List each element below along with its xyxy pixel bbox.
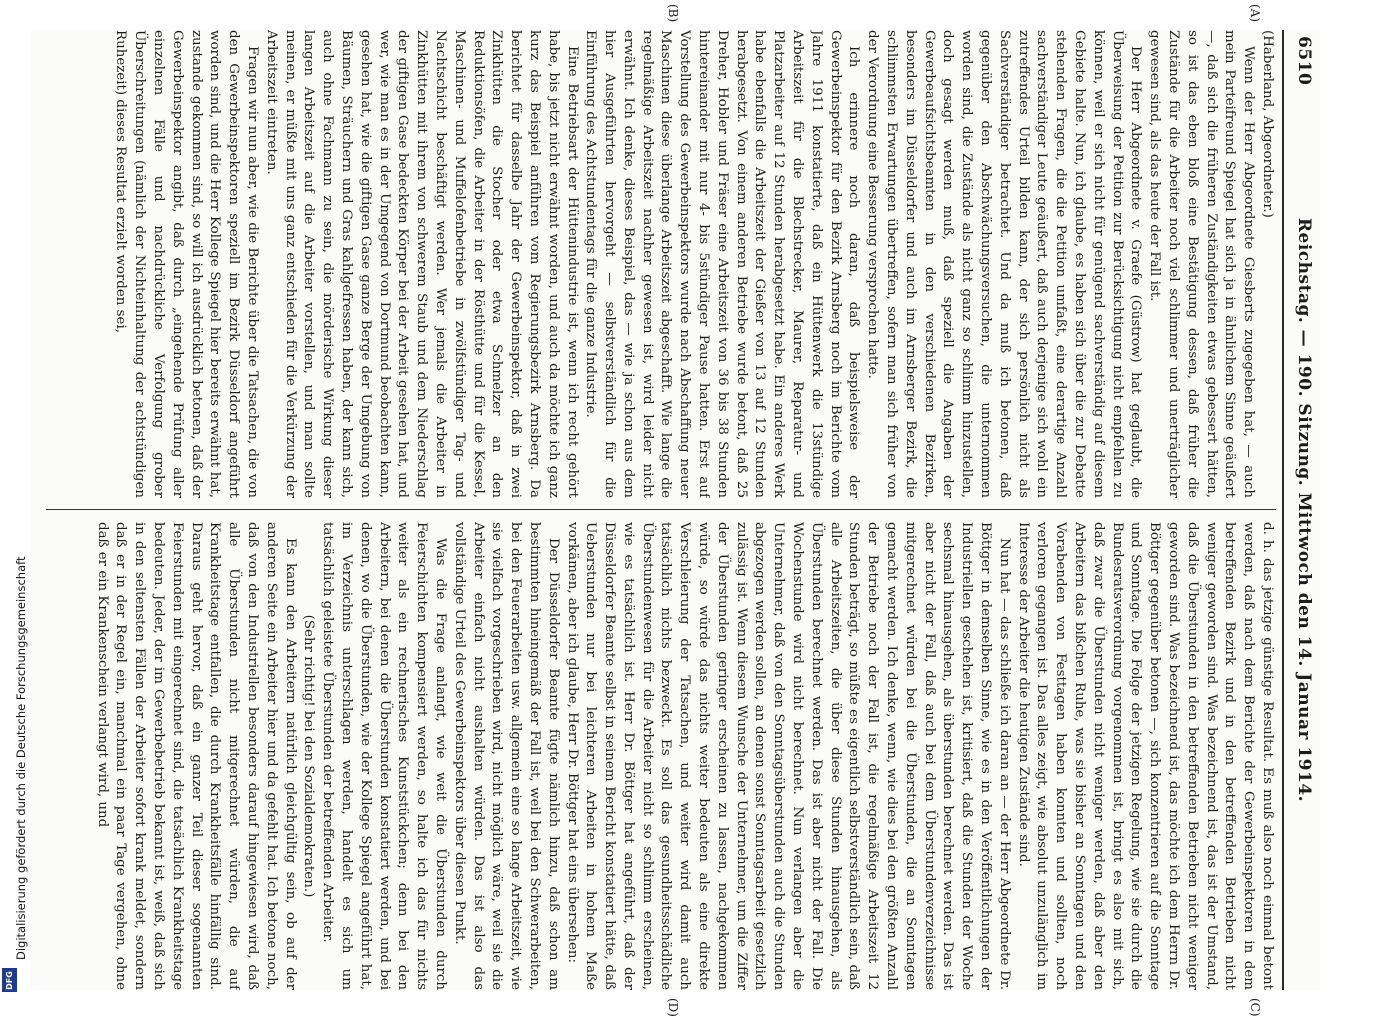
paragraph: Der Herr Abgeordnete v. Graefe (Güstrow) hat geglaubt, die Überweisung der Petition zur Berücksichtigung nicht empfehlen zu können, weil er sich nicht für genügend sachverständig auf diesem Gebiete halte. Nun, ich glaube, es haben sich über die zur Debatte stehenden Fragen, die die Petition umfaßt, eine derartige Anzahl sachverständiger Leute geäußert, daß auch derjenige sich wohl ein zutreffendes Urteil bilden kann, der sich persönlich nicht als Sachverständiger betrachtet. Und da muß ich betonen, daß gegenüber den Abschwächungsversuchen, die unternommen worden sind, die Zustände als nicht ganz so schlimm hinzustellen, doch gesagt werden muß, daß speziell die Angaben der Gewerbeaufsichtsbeamten in den verschiedenen Bezirken, besonders im Düsseldorfer und auch im Arnsberger Bezirk, die schlimmsten Erwartungen übertreffen, sofern man sich früher von der Verordnung eine Besserung versprochen hatte. — [865, 30, 1144, 498]
header-rule — [1282, 30, 1284, 990]
paragraph: (Haberland, Abgeordneter.) — [1260, 30, 1275, 218]
funding-credit: Digitalisierung gefördert durch die Deutsche Forschungsgemeinschaft — [14, 556, 28, 960]
column-divider — [46, 509, 1276, 510]
running-title: Reichstag. — 190. Sitzung. Mittwoch den 14. Januar 1914. — [1294, 217, 1314, 803]
paragraph: Der Düsseldorfer Beamte fügte nämlich hinzu, daß schon am bestimmten hineingemäß der Fall ist, weil bei den Schwerarbeiten, bei den Feuerarbeiten usw. allgemein eine so lange Arbeitszeit, wie sie vielfach vorgeschrieben wird, nicht möglich wäre, weil sie die Arbeiter einfach nicht aushalten würden. Das ist also das vollständige Urteil des Gewerbeinspektors über diesen Punkt. — [451, 522, 561, 990]
paragraph: Fragen wir nun aber, wie die Berichte über die Tatsachen, die von den Gewerbeinspektoren speziell im Bezirk Düsseldorf angeführt worden sind, und die Herr Kollege Spiegel hier bereits erwähnt hat, zustande gekommen sind, so will ich ausdrücklich betonen, daß der Gewerbeinspektor angibt, daß durch „eingehende Prüfung aller einzelnen Fälle und nachdrückliche Verfolgung grober Überschreitungen (nämlich der Nichteinhaltung der achtstündigen Ruhezeit) dieses Resultat erzielt worden sei, — [113, 30, 260, 498]
margin-mark-a: (A) — [1248, 4, 1262, 23]
paragraph: Was die Frage anlangt, wie weit die Überstunden durch Feierschichten kompensiert werden, so halte ich das für nichts weiter als ein rechnerisches Kunststückchen; denn bei den Arbeitern, bei denen die Überstunden konstatiert werden, und bei denen, wo die Überstunden, wie der Kollege Spiegel angeführt hat, im Verzeichnis unterschlagen werden, handelt es sich um tatsächlich geleistete Überstunden der betreffenden Arbeiter. — [320, 522, 448, 990]
paragraph: Ich erinnere noch daran, daß beispielsweise der Gewerbeinspektor für den Bezirk Arnsberg noch im Berichte vom Jahre 1911 konstatierte, daß ein Hüttenwerk die 13stündige Arbeitszeit für die Blechstrecker, Maurer, Reparatur- und Platzarbeiter auf 12 Stunden herabgesetzt habe. Ein anderes Werk habe ebenfalls die Arbeitszeit der Gießer von 13 auf 12 Stunden herabgesetzt. Von einem anderen Betriebe wurde betont, daß 25 Dreher, Hobler und Fräser eine Arbeitszeit von 36 bis 38 Stunden hintereinander mit nur 4- bis 5stündiger Pause hatten. Erst auf Vorstellung des Gewerbeinspektors wurde nach Abschaffung neuer Maschinen diese überlange Arbeitszeit abgeschafft. Wie lange die regelmäßige Arbeitszeit nachher gewesen ist, wird leider nicht erwähnt. Ich denke, dieses Beispiel, das — wie ja schon aus dem hier Ausgeführten hervorgeht — selbstverständlich für die Einführung des Achtstundentags für die ganze Industrie. — [583, 30, 862, 498]
paragraph: Nun hat — das schließe ich daran an — der Herr Abgeordnete Dr. Böttger in demselben Sinne, wie es in den Veröffentlichungen der Industriellen geschehen ist, kritisiert, daß die Stunden der Woche sechsmal hinausgehen, als überstunden berechnet werden. Das ist aber nicht der Fall, daß auch bei dem Überstundenverzeichnisse mitgerechnet würden bei die Überstunden, die an Sonntagen gemacht werden. Ich denke, wenn, wie dies bei den größten Anzahl der Betriebe noch der Fall ist, die regelmäßige Arbeitszeit 12 Stunden beträgt, so müßte es eigentlich selbstverständlich sein, daß alle Arbeitszeiten, die über diese Stunden hinausgehen, als Überstunden berechnet werden. Das ist aber nicht der Fall. Die Wochenstunde wird nicht berechnet. Nun verlangen aber die Unternehmer, daß von den Sonntagsüberstunden auch die Stunden abgezogen werden sollen, an denen sonst Sonntagsarbeit gesetzlich zulässig ist. Wenn diesem Wunsche der Unternehmer, um die Ziffer der Überstunden geringer erscheinen zu lassen, nachgekommen würde, so würde das nichts weiter bedeuten als eine direkte Verschleierung der Tatsachen, und weiter wird damit auch tatsächlich nichts bezweckt. Es soll das gesundheitsschädliche Überstundenwesen für die Arbeiter nicht so schlimm erscheinen, wie es tatsächlich ist. Herr Dr. Böttger hat angeführt, daß der Düsseldorfer Beamte selbst in seinem Bericht konstatiert hätte, daß Ueberstunden nur bei leichteren Arbeiten in hohem Maße vorkämen, aber ich glaube, Herr Dr. Böttger hat eins übersehen: — [564, 522, 1012, 990]
left-column — [40, 30, 1276, 498]
paragraph: Eine Betriebsart der Hüttenindustrie ist, wenn ich recht gehört habe, bis jetzt nicht erwähnt worden, und auch da möchte ich ganz kurz das Beispiel anführen vom Regierungsbezirk Arnsberg. Da berichtet für dasselbe Jahr der Gewerbeinspektor, daß in zwei Zinkhütten die Stocher oder etwa Schmelzer an den Reduktionsöfen, die Arbeiter in der Rösthütte und für die Kessel, Maschinen- und Muffelofenbetriebe in zwölfstündiger Tag- und Nachtschicht beschäftigt werden. Wer jemals die Arbeiter in Zinkhütten mit ihrem von schwerem Staub und dem Niederschlag der giftigen Gase bedeckten Körper bei der Arbeit gesehen hat, und wer, wie man es in der Umgegend von Dortmund beobachten kann, gesehen hat, wie die giftigen Gase ganze Berge der Umgebung von Bäumen, Sträuchern und Gras kahlgefressen haben, der kann sich, auch ohne Fachmann zu sein, die mörderische Wirkung dieser langen Arbeitszeit auf die Arbeiter vorstellen, und man sollte meinen, er müßte mit uns ganz entschieden für die Verkürzung der Arbeitszeit eintreten. — [263, 30, 580, 498]
paragraph: (Sehr richtig! bei den Sozialdemokraten.) — [301, 614, 317, 898]
paragraph: Es kann den Arbeitern natürlich gleichgültig sein, ob auf der anderen Seite ein Arbeiter hier und da gefehlt hat. Ich betone noch, daß von den Industriellen besonders darauf hingewiesen wird, daß alle Überstunden nicht mitgerechnet würden, die auf Krankheitstage entfallen, die durch Krankheitsfälle hinfällig sind. Daraus geht hervor, daß ein ganzer Teil dieser sogenannten Feierstunden mit eingerechnet sind, die tatsächlich Krankheitstage bedeuten. Jeder, der im Gewerbebetrieb bekannt ist, weiß, daß sich in den seltensten Fällen der Arbeiter sofort krank meldet, sondern daß er in der Regel ein, manchmal ein paar Tage vergehen, ohne daß er ein Krankenschein verlangt wird, und — [94, 522, 298, 990]
scanned-page — [30, 4, 1320, 1017]
paragraph: Wenn der Herr Abgeordnete Giesberts zugegeben hat, — auch mein Parteifreund Spiegel hat sich ja in ähnlichem Sinne geäußert —, daß sich die früheren Zuständigkeiten etwas gebessert hätten, so ist das eben bloß eine Bestätigung dessen, daß früher die Zustände für die Arbeiter noch viel schlimmer und unerträglicher gewesen sind, als das heute der Fall ist. — [1147, 30, 1257, 498]
side-credit — [0, 0, 28, 1000]
right-column — [40, 522, 1276, 990]
dfg-logo: DFG — [2, 968, 17, 992]
margin-mark-c: (C) — [1248, 998, 1262, 1017]
margin-mark-b: (B) — [666, 4, 680, 23]
running-head — [1286, 30, 1320, 990]
page-number: 6510 — [1294, 36, 1314, 86]
paragraph: d. h. das jetzige günstige Resultat. Es muß also noch einmal betont werden, daß nach dem Berichte der Gewerbeinspektoren in dem betreffenden Bezirk und in den betreffenden Betrieben nicht weniger geworden sind. Was bezeichnend ist, das ist der Umstand, daß die Überstunden in den betreffenden Betrieben nicht weniger geworden sind. Was bezeichnend ist, das möchte ich dem Herrn Dr. Böttger gegenüber betonen —, sich konzentrieren auf die Sonntage und Sonntage. Die Folge der jetzigen Regelung, wie sie durch die Bundesratsverordnung vorgenommen ist, bringt es also mit sich, daß zwar die Überstunden nicht weniger werden, daß aber den Arbeitern das bißchen Ruhe, was sie bisher an Sonntagen und den Vorabenden von Festtagen haben konnten und sollten, noch verloren gegangen ist. Das alles zeigt, wie absolut unzulänglich im Interesse der Arbeiter die heutigen Zustände sind. — [1015, 522, 1275, 990]
margin-mark-d: (D) — [666, 998, 680, 1017]
